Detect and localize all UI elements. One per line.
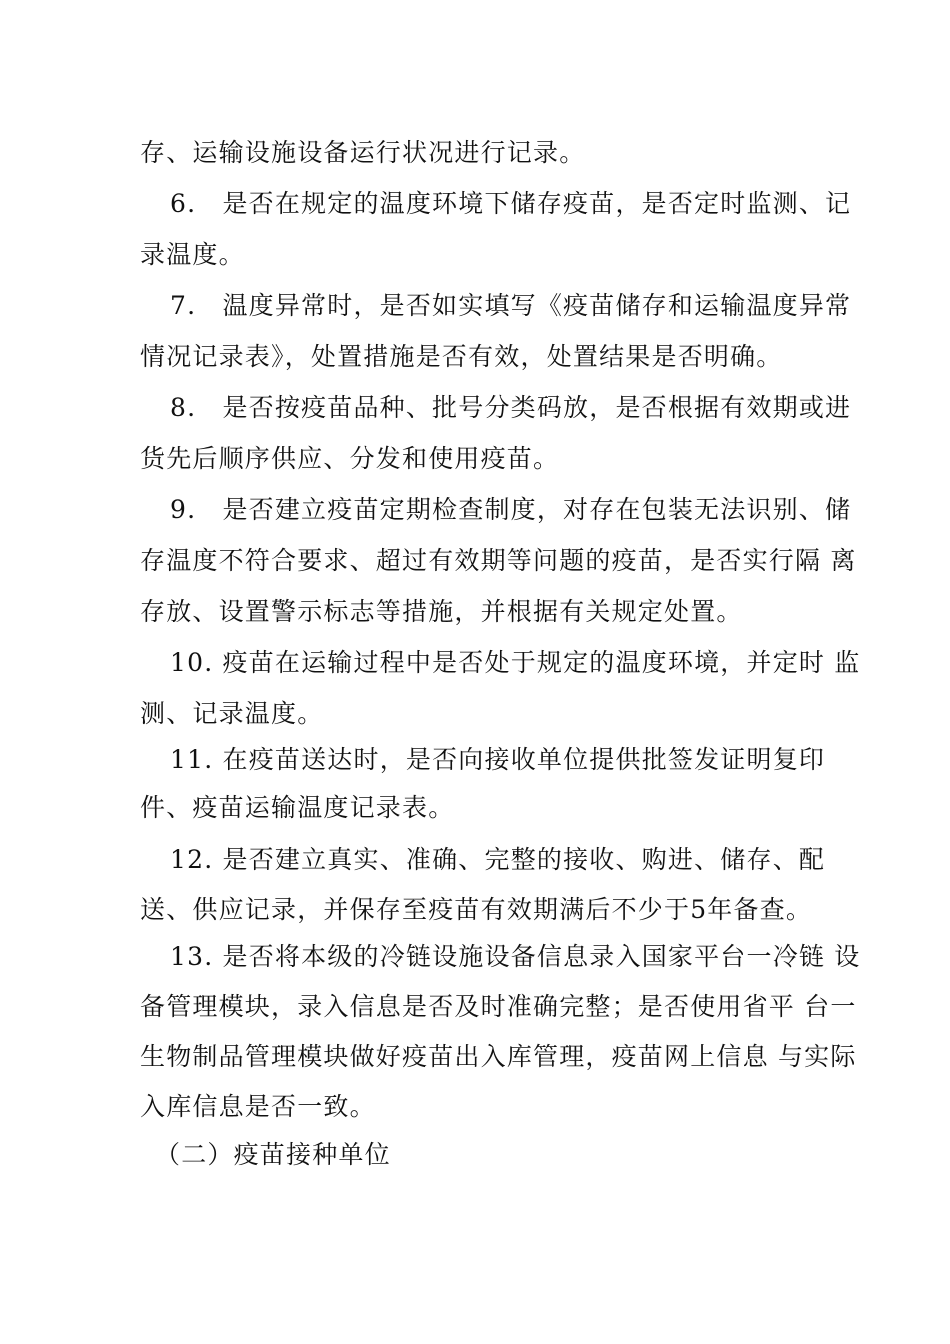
text-line: 货先后顺序供应、分发和使用疫苗。 — [140, 444, 560, 473]
text-line: 8. 是否按疫苗品种、批号分类码放，是否根据有效期或进 — [170, 393, 852, 422]
text-line: 12. 是否建立真实、准确、完整的接收、购进、储存、配 — [170, 845, 826, 874]
text-line: 录温度。 — [140, 240, 245, 269]
text-line: 13. 是否将本级的冷链设施设备信息录入国家平台一冷链 设 — [170, 942, 861, 971]
text-line: 存、运输设施设备运行状况进行记录。 — [140, 138, 586, 167]
text-line: 11. 在疫苗送达时，是否向接收单位提供批签发证明复印 — [170, 745, 826, 774]
text-line: 情况记录表》，处置措施是否有效，处置结果是否明确。 — [140, 342, 783, 371]
text-line: 入库信息是否一致。 — [140, 1092, 376, 1121]
text-line: 存温度不符合要求、超过有效期等问题的疫苗，是否实行隔 离 — [140, 546, 857, 575]
text-line: 10. 疫苗在运输过程中是否处于规定的温度环境，并定时 监 — [170, 648, 861, 677]
text-line: 存放、设置警示标志等措施，并根据有关规定处置。 — [140, 597, 743, 626]
text-line: 测、记录温度。 — [140, 699, 324, 728]
text-line: 7. 温度异常时，是否如实填写《疫苗储存和运输温度异常 — [170, 291, 852, 320]
text-line: 9. 是否建立疫苗定期检查制度，对存在包装无法识别、储 — [170, 495, 852, 524]
text-line: 送、供应记录，并保存至疫苗有效期满后不少于5年备查。 — [140, 895, 813, 924]
text-line: 6. 是否在规定的温度环境下储存疫苗，是否定时监测、记 — [170, 189, 852, 218]
text-line: 件、疫苗运输温度记录表。 — [140, 793, 455, 822]
section-heading: （二）疫苗接种单位 — [155, 1140, 391, 1169]
text-line: 生物制品管理模块做好疫苗出入库管理，疫苗网上信息 与实际 — [140, 1042, 857, 1071]
text-line: 备管理模块，录入信息是否及时准确完整；是否使用省平 台一 — [140, 992, 857, 1021]
